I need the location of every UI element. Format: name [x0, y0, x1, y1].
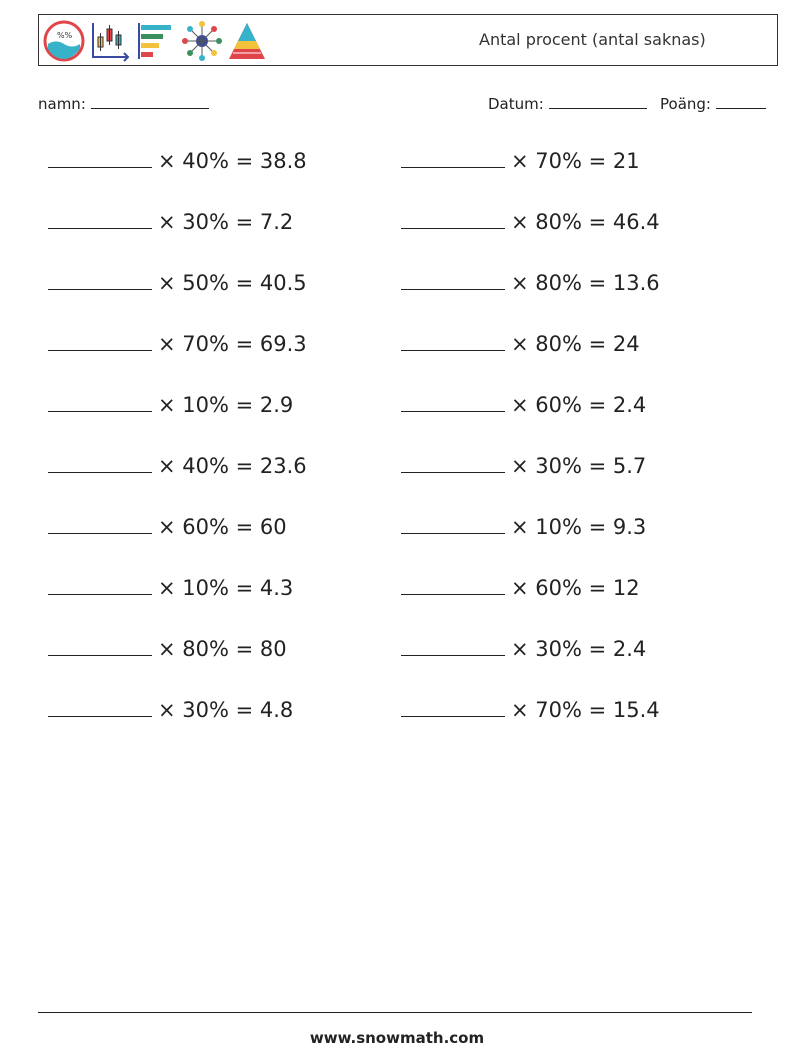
- answer-blank[interactable]: [48, 456, 152, 473]
- name-label: namn:: [38, 95, 86, 113]
- problem-text: × 50% = 40.5: [158, 271, 307, 295]
- problem-text: × 70% = 69.3: [158, 332, 307, 356]
- answer-blank[interactable]: [401, 517, 505, 534]
- problem-text: × 30% = 4.8: [158, 698, 294, 722]
- problem: [48, 515, 287, 539]
- name-field: [38, 94, 209, 113]
- worksheet-header: [38, 14, 778, 66]
- answer-blank[interactable]: [48, 151, 152, 168]
- pyramid-icon: [225, 19, 269, 63]
- candlestick-chart-icon: [88, 19, 132, 63]
- answer-blank[interactable]: [48, 273, 152, 290]
- answer-blank[interactable]: [48, 395, 152, 412]
- problem: [48, 454, 307, 478]
- problem-text: × 70% = 21: [511, 149, 640, 173]
- problem-text: × 40% = 38.8: [158, 149, 307, 173]
- problem: [401, 271, 660, 295]
- problem: [48, 698, 293, 722]
- answer-blank[interactable]: [401, 639, 505, 656]
- score-label: Poäng:: [660, 95, 711, 113]
- answer-blank[interactable]: [48, 334, 152, 351]
- date-label: Datum:: [488, 95, 544, 113]
- network-icon: [180, 19, 224, 63]
- date-blank: [549, 94, 647, 109]
- problem-text: × 80% = 24: [511, 332, 640, 356]
- problem: [401, 576, 640, 600]
- score-blank: [716, 94, 766, 109]
- problem: [401, 210, 660, 234]
- problem-text: × 80% = 80: [158, 637, 287, 661]
- svg-text:%%: %%: [57, 31, 73, 40]
- problem-text: × 70% = 15.4: [511, 698, 660, 722]
- problem: [48, 210, 293, 234]
- answer-blank[interactable]: [48, 212, 152, 229]
- answer-blank[interactable]: [401, 212, 505, 229]
- problem-text: × 60% = 12: [511, 576, 640, 600]
- answer-blank[interactable]: [401, 456, 505, 473]
- problem-text: × 10% = 9.3: [511, 515, 647, 539]
- answer-blank[interactable]: [48, 639, 152, 656]
- problem: [48, 271, 307, 295]
- answer-blank[interactable]: [401, 334, 505, 351]
- problem: [48, 149, 307, 173]
- footer-url: www.snowmath.com: [309, 1029, 485, 1047]
- bar-chart-icon: [135, 19, 179, 63]
- problem-text: × 80% = 13.6: [511, 271, 660, 295]
- worksheet-title: Antal procent (antal saknas): [479, 30, 706, 49]
- answer-blank[interactable]: [48, 578, 152, 595]
- problem: [48, 576, 293, 600]
- problem: [401, 149, 640, 173]
- date-field: [488, 94, 647, 113]
- score-field: [660, 94, 766, 113]
- problem-text: × 60% = 2.4: [511, 393, 647, 417]
- problem: [401, 698, 660, 722]
- problem-text: × 30% = 5.7: [511, 454, 647, 478]
- problem: [401, 332, 640, 356]
- answer-blank[interactable]: [401, 578, 505, 595]
- answer-blank[interactable]: [401, 395, 505, 412]
- problem-text: × 30% = 7.2: [158, 210, 294, 234]
- percent-water-icon: [42, 19, 86, 63]
- problem-text: × 10% = 4.3: [158, 576, 294, 600]
- problem: [401, 454, 646, 478]
- problem: [48, 332, 307, 356]
- problem: [401, 393, 646, 417]
- problem-text: × 10% = 2.9: [158, 393, 294, 417]
- problem: [48, 393, 293, 417]
- problem-text: × 80% = 46.4: [511, 210, 660, 234]
- problem: [48, 637, 287, 661]
- problem: [401, 515, 646, 539]
- answer-blank[interactable]: [401, 273, 505, 290]
- name-blank: [91, 94, 209, 109]
- problem-text: × 30% = 2.4: [511, 637, 647, 661]
- answer-blank[interactable]: [48, 700, 152, 717]
- problem: [401, 637, 646, 661]
- problem-text: × 60% = 60: [158, 515, 287, 539]
- problem-text: × 40% = 23.6: [158, 454, 307, 478]
- answer-blank[interactable]: [401, 700, 505, 717]
- answer-blank[interactable]: [401, 151, 505, 168]
- answer-blank[interactable]: [48, 517, 152, 534]
- footer-divider: [38, 1012, 752, 1013]
